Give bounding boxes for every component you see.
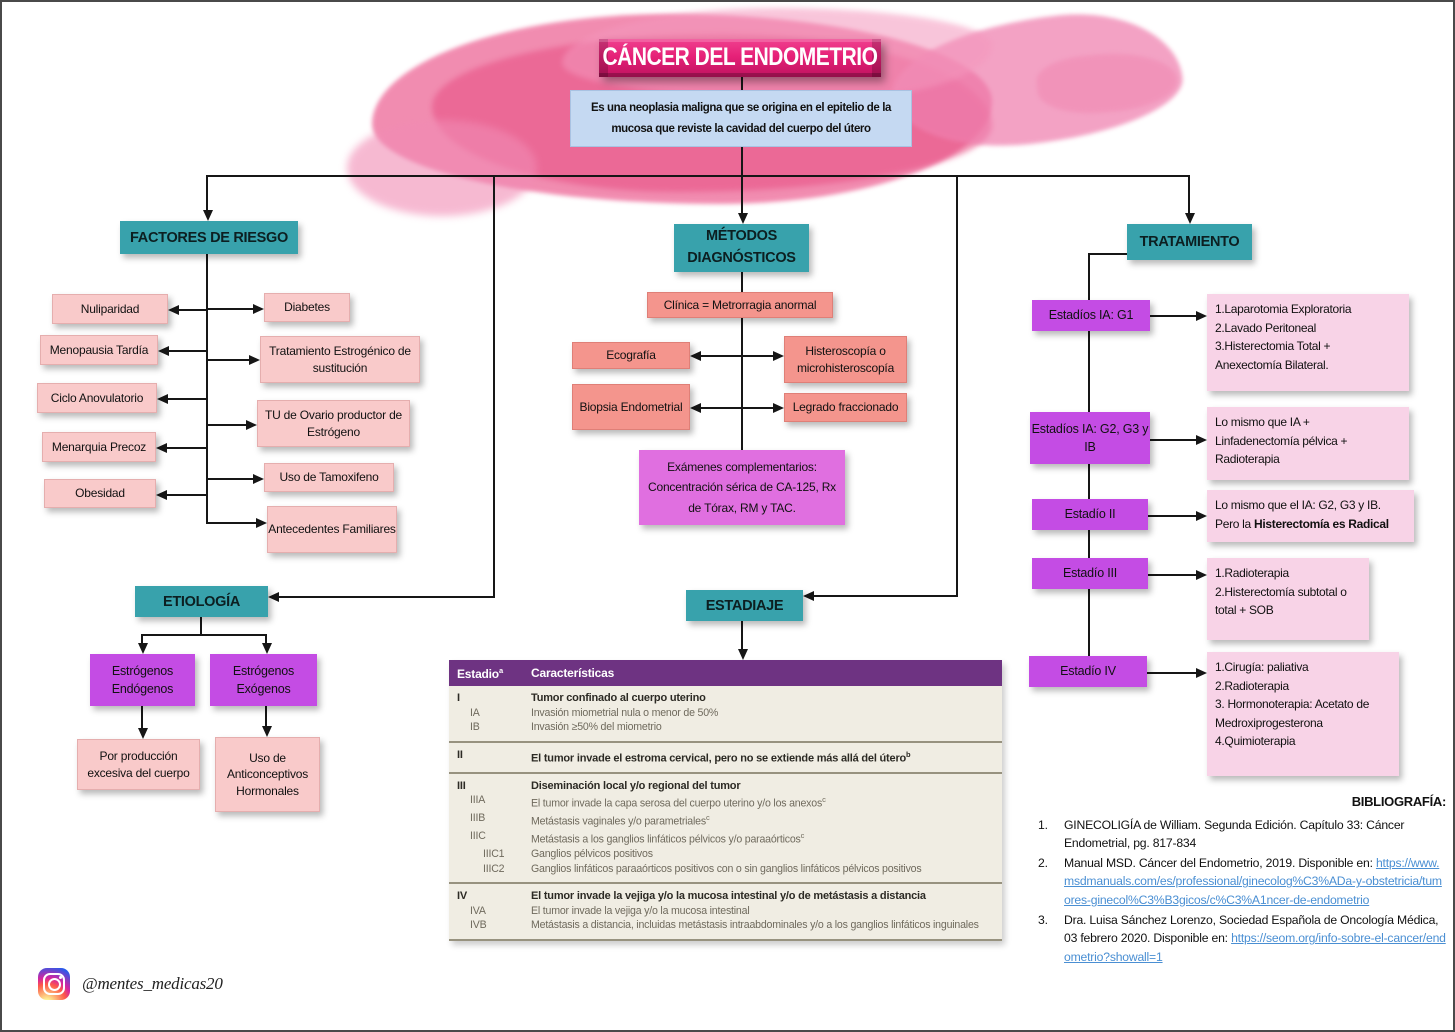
- connector-line: [956, 175, 958, 596]
- staging-table-group: [449, 686, 1002, 743]
- staging-table-group: [449, 743, 1002, 774]
- bibliography-item-number: 3.: [1038, 912, 1048, 927]
- table-row: III Diseminación local y/o regional del tumor: [457, 779, 741, 792]
- risk-factor-box: Diabetes: [264, 293, 350, 322]
- arrowhead: [1196, 511, 1207, 521]
- connector-line: [813, 595, 958, 597]
- diagnostic-box-legrado: Legrado fraccionado: [784, 393, 907, 422]
- arrowhead: [203, 210, 213, 221]
- arrowhead: [138, 728, 148, 739]
- etiology-header: ETIOLOGÍA: [135, 586, 268, 617]
- diagnostic-box-biopsia: Biopsia Endometrial: [572, 384, 690, 430]
- arrowhead: [262, 726, 272, 737]
- stage-box: Estadío II: [1032, 499, 1148, 530]
- connector-line: [206, 254, 208, 524]
- risk-factor-box: Obesidad: [44, 479, 156, 508]
- arrowhead: [1196, 435, 1207, 445]
- treatment-detail-box: [1207, 558, 1369, 640]
- connector-line: [278, 596, 495, 598]
- diagnostics-header: MÉTODOS DIAGNÓSTICOS: [674, 224, 809, 272]
- table-row: IB Invasión ≥50% del miometrio: [470, 721, 662, 733]
- arrowhead: [1196, 570, 1207, 580]
- treatment-detail-line: 1.Radioterapia: [1215, 566, 1289, 580]
- treatment-detail-line: Linfadenectomía pélvica +: [1215, 433, 1348, 448]
- arrowhead: [1196, 668, 1207, 678]
- connector-line: [1150, 439, 1196, 441]
- bibliography-item: 2. Manual MSD. Cáncer del Endometrio, 2019. Disponible en: https://www.msdmanuals.com/es/professional/ginecolog%C3%ADa-y-obstetricia/tumores-ginecol%C3%B3gicos/c%C3%A1ncer-de-endometrio: [1038, 854, 1448, 909]
- treatment-detail-line: 1.Cirugía: paliativa: [1215, 660, 1309, 674]
- connector-line: [206, 175, 208, 211]
- treatment-detail-line: 4.Quimioterapia: [1215, 734, 1296, 749]
- arrowhead: [138, 643, 148, 654]
- connector-line: [741, 76, 743, 90]
- title-banner: [599, 39, 881, 77]
- connector-line: [141, 634, 267, 636]
- complementary-exams-box: Exámenes complementarios: Concentración sérica de CA-125, Rx de Tórax, RM y TAC.: [639, 450, 845, 525]
- stage-box: Estadíos IA: G1: [1032, 300, 1150, 331]
- table-row: IIIA El tumor invade la capa serosa del cuerpo uterino y/o los anexos$^c$: [470, 794, 826, 810]
- table-row: IIIB Metástasis vaginales y/o parametriales$^c$: [470, 812, 710, 828]
- treatment-detail-box: [1207, 294, 1409, 391]
- risk-factor-box: Ciclo Anovulatorio: [37, 383, 157, 413]
- bibliography-item-number: 2.: [1038, 856, 1048, 871]
- connector-line: [141, 706, 143, 729]
- table-row: IIIC1 Ganglios pélvicos positivos: [483, 848, 653, 861]
- treatment-detail-line: 3. Hormonoterapia: Acetato de: [1215, 697, 1370, 712]
- bibliography-item: 3. Dra. Luisa Sánchez Lorenzo, Sociedad Española de Oncología Médica, 03 febrero 2020. Disponible en: https://seom.org/info-sobre-el-cancer/endometrio?showall=1: [1038, 911, 1448, 966]
- staging-table-header: [449, 660, 1002, 686]
- connector-line: [741, 621, 743, 650]
- treatment-detail-box: [1207, 407, 1409, 480]
- stage-box: Estadíos IA: G2, G3 y IB: [1030, 412, 1150, 464]
- connector-line: [1147, 672, 1196, 674]
- diagnostic-box-histeroscopia: Histeroscopía o microhisteroscopía: [784, 336, 907, 383]
- etiology-detail-endogenos: Por producción excesiva del cuerpo: [77, 739, 200, 790]
- staging-table-body: [449, 686, 1002, 941]
- definition-box: Es una neoplasia maligna que se origina en el epitelio de la mucosa que reviste la cavidad del cuerpo del útero: [570, 90, 912, 147]
- connector-line: [700, 407, 774, 409]
- connector-line: [207, 308, 253, 310]
- connector-line: [700, 355, 774, 357]
- arrowhead: [803, 591, 814, 601]
- connector-line: [1089, 253, 1127, 255]
- bibliography-list: [1038, 816, 1448, 966]
- connector-line: [741, 175, 743, 213]
- connector-line: [741, 272, 743, 292]
- connector-line: [207, 424, 246, 426]
- treatment-detail-line: Lo mismo que IA +: [1215, 415, 1310, 429]
- camera-flash-icon: [59, 976, 62, 979]
- staging-col-estadio: Estadio$^a$: [457, 665, 503, 681]
- arrowhead: [253, 474, 264, 484]
- connector-line: [265, 706, 267, 727]
- table-row: IIIC Metástasis a los ganglios linfáticos pélvicos y/o paraaórticos$^c$: [470, 830, 805, 846]
- etiology-detail-exogenos: Uso de Anticonceptivos Hormonales: [215, 737, 320, 812]
- arrowhead: [249, 355, 260, 365]
- treatment-detail-line: 2.Lavado Peritoneal: [1215, 320, 1317, 335]
- risk-factor-box: Menopausia Tardía: [40, 335, 158, 365]
- connector-line: [1148, 574, 1196, 576]
- connector-line: [206, 175, 1190, 177]
- arrowhead: [773, 351, 784, 361]
- connector-line: [741, 147, 743, 175]
- treatment-detail-box: [1207, 652, 1399, 776]
- arrowhead: [738, 213, 748, 224]
- arrowhead: [253, 304, 264, 314]
- table-row: IV El tumor invade la vejiga y/o la mucosa intestinal y/o de metástasis a distancia: [457, 890, 926, 903]
- connector-line: [167, 398, 207, 400]
- bibliography-item-number: 1.: [1038, 817, 1048, 832]
- arrowhead: [246, 420, 257, 430]
- arrowhead: [256, 518, 267, 528]
- staging-table-group: [449, 774, 1002, 885]
- arrowhead: [1185, 213, 1195, 224]
- table-row: IVB Metástasis a distancia, incluidas metástasis intraabdominales y/o a los ganglios linfáticos inguinales: [470, 919, 979, 932]
- risk-factor-box: Menarquia Precoz: [42, 432, 156, 462]
- bibliography-link[interactable]: https://seom.org/info-sobre-el-cancer/endometrio?showall=1: [1064, 931, 1446, 964]
- risk-factor-box: Uso de Tamoxifeno: [264, 463, 394, 492]
- camera-lens-icon: [48, 978, 61, 991]
- treatment-header: TRATAMIENTO: [1127, 224, 1252, 260]
- connector-line: [207, 478, 253, 480]
- connector-line: [741, 318, 743, 450]
- connector-line: [207, 522, 256, 524]
- risk-factor-box: TU de Ovario productor de Estrógeno: [257, 400, 410, 447]
- table-row: I Tumor confinado al cuerpo uterino: [457, 692, 706, 704]
- connector-line: [207, 359, 249, 361]
- arrowhead: [1196, 311, 1207, 321]
- arrowhead: [262, 643, 272, 654]
- stage-box: Estadío III: [1032, 558, 1148, 589]
- treatment-detail-line: Anexectomía Bilateral.: [1215, 357, 1329, 372]
- risk-factor-box: Antecedentes Familiares: [267, 506, 397, 553]
- risk-factor-box: Tratamiento Estrogénico de sustitución: [260, 336, 420, 383]
- treatment-detail-line: Radioterapia: [1215, 452, 1280, 467]
- staging-table-group: [449, 884, 1002, 941]
- etiology-branch-exogenos: Estrógenos Exógenos: [210, 654, 317, 706]
- diagnostic-box-ecografia: Ecografía: [572, 342, 690, 369]
- connector-line: [166, 447, 207, 449]
- connector-line: [1150, 315, 1196, 317]
- treatment-detail-line: 2.Histerectomía subtotal o: [1215, 584, 1347, 599]
- table-row: IVA El tumor invade la vejiga y/o la mucosa intestinal: [470, 904, 750, 917]
- stage-box: Estadío IV: [1029, 656, 1147, 687]
- connector-line: [166, 494, 207, 496]
- arrowhead: [268, 592, 279, 602]
- staging-header: ESTADIAJE: [686, 590, 803, 621]
- risk-factor-box: Nuliparidad: [52, 294, 168, 324]
- etiology-branch-endogenos: Estrógenos Endógenos: [90, 654, 195, 706]
- connector-line: [168, 350, 207, 352]
- bibliography-link[interactable]: https://www.msdmanuals.com/es/professional/ginecolog%C3%ADa-y-obstetricia/tumores-ginecol%C3%B3gicos/c%C3%A1ncer-de-endometrio: [1064, 856, 1442, 907]
- bibliography-item: 1. GINECOLIGÍA de William. Segunda Edición. Capítulo 33: Cáncer Endometrial, pg. 817-834: [1038, 816, 1448, 853]
- treatment-detail-line: total + SOB: [1215, 603, 1274, 618]
- staging-table: [449, 660, 1002, 941]
- watercolor-splash: [347, 120, 537, 216]
- clinical-sign-box: Clínica = Metrorragia anormal: [647, 292, 833, 318]
- connector-line: [200, 617, 202, 635]
- bibliography: [1038, 792, 1448, 968]
- treatment-detail-line: 2.Radioterapia: [1215, 678, 1289, 693]
- staging-col-caracteristicas: Características: [531, 666, 615, 680]
- treatment-detail-line: 3.Histerectomia Total +: [1215, 339, 1331, 354]
- risk-factors-header: FACTORES DE RIESGO: [120, 221, 298, 254]
- instagram-icon: [38, 968, 70, 1000]
- treatment-detail-line: Medroxiprogesterona: [1215, 715, 1323, 730]
- instagram-handle: @mentes_medicas20: [82, 974, 223, 993]
- connector-line: [178, 309, 207, 311]
- connector-line: [493, 175, 495, 597]
- table-row: II El tumor invade el estroma cervical, pero no se extiende más allá del útero$^b$: [457, 748, 911, 765]
- connector-line: [1148, 515, 1196, 517]
- treatment-detail-line: 1.Laparotomia Exploratoria: [1215, 302, 1352, 316]
- bibliography-heading: BIBLIOGRAFÍA:: [1351, 794, 1446, 809]
- page-title: CÁNCER DEL ENDOMETRIO: [602, 43, 878, 72]
- table-row: IIIC2 Ganglios linfáticos paraaórticos positivos con o sin ganglios linfáticos pélvicos positivos: [483, 862, 922, 875]
- treatment-detail-line: Pero la Histerectomía es Radical: [1215, 516, 1389, 531]
- arrowhead: [738, 649, 748, 660]
- treatment-detail-box: [1207, 490, 1414, 542]
- table-row: IA Invasión miometrial nula o menor de 50%: [470, 706, 719, 719]
- arrowhead: [773, 403, 784, 413]
- connector-line: [1188, 175, 1190, 213]
- treatment-detail-line: Lo mismo que el IA: G2, G3 y IB.: [1215, 498, 1381, 512]
